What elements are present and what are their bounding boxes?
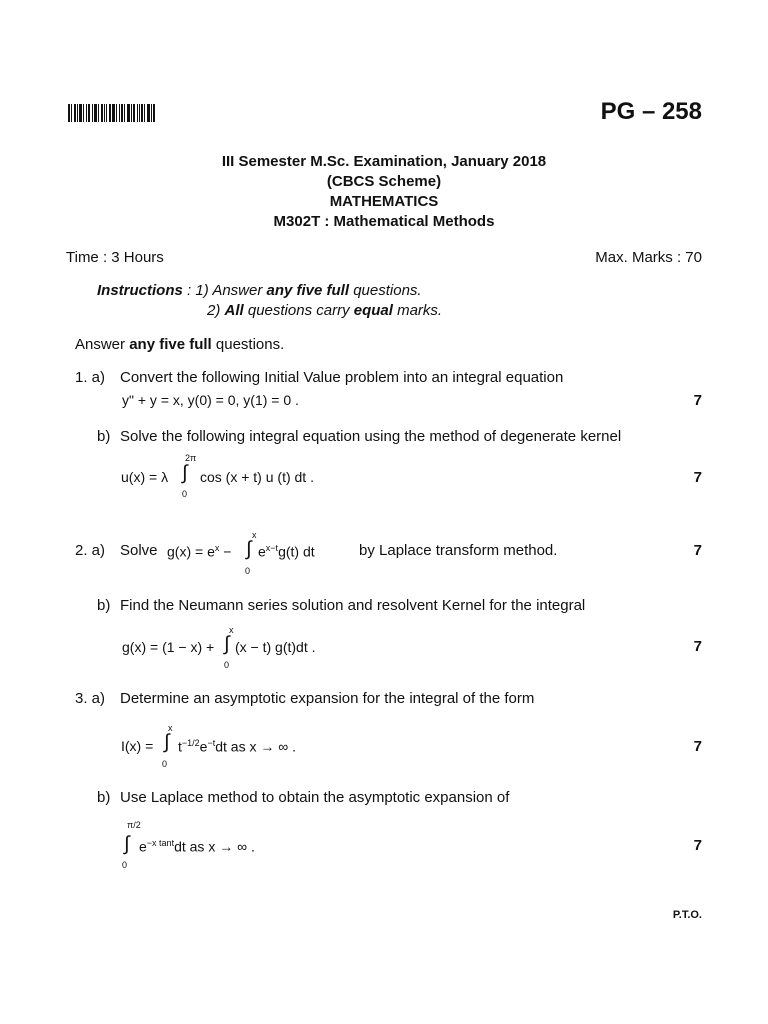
q1b-lower-limit: 0 xyxy=(182,489,188,499)
q2a-marks: 7 xyxy=(693,542,702,559)
max-marks: Max. Marks : 70 xyxy=(595,249,702,266)
q3b-upper-limit: π/2 xyxy=(127,820,141,830)
q1b-integral-sign: ∫ xyxy=(182,462,188,484)
q2a-solve: Solve xyxy=(120,542,158,559)
barcode xyxy=(68,104,168,122)
scheme: (CBCS Scheme) xyxy=(326,173,442,190)
instructions-line-2: 2) All questions carry equal marks. xyxy=(207,302,443,319)
q1a-number: 1. a) xyxy=(75,369,106,386)
q2b-equation-left: g(x) = (1 − x) + xyxy=(122,639,215,655)
subject: MATHEMATICS xyxy=(329,193,439,210)
q2b-text: Find the Neumann series solution and resolvent Kernel for the integral xyxy=(120,597,586,614)
q1a-text: Convert the following Initial Value problem into an integral equation xyxy=(120,369,564,386)
instructions-line-1: Instructions : 1) Answer any five full questions. xyxy=(97,282,422,299)
q2b-integral-sign: ∫ xyxy=(224,633,230,655)
q2b-equation-right: (x − t) g(t)dt . xyxy=(235,639,316,655)
q2b-marks: 7 xyxy=(693,638,702,655)
q1b-upper-limit: 2π xyxy=(185,453,197,463)
exam-title: III Semester M.Sc. Examination, January 2018 xyxy=(221,153,547,170)
paper-title: M302T : Mathematical Methods xyxy=(273,213,495,230)
q3a-number: 3. a) xyxy=(75,690,106,707)
q1b-equation-left: u(x) = λ xyxy=(121,469,169,485)
paper-code: PG – 258 xyxy=(600,98,702,125)
q3b-number: b) xyxy=(97,789,111,806)
answer-line: Answer any five full questions. xyxy=(75,336,285,353)
q1b-number: b) xyxy=(97,428,111,445)
q3a-integral-sign: ∫ xyxy=(164,731,170,753)
q2a-lower-limit: 0 xyxy=(245,566,251,576)
instructions-label: Instructions xyxy=(97,282,183,299)
q3a-lower-limit: 0 xyxy=(162,759,168,769)
q2a-integrand: $e^{x-t}g(t)$ dt xyxy=(258,543,315,560)
pto: P.T.O. xyxy=(672,909,702,921)
q3a-integrand: $t^{-1/2}e^{-t}dt$ as x → ∞ . xyxy=(178,738,297,755)
q1b-equation-right: cos (x + t) u (t) dt . xyxy=(200,469,314,485)
q1a-marks: 7 xyxy=(693,392,702,409)
q3a-equation-left: I(x) = xyxy=(121,738,154,754)
q3b-lower-limit: 0 xyxy=(122,860,128,870)
q2b-number: b) xyxy=(97,597,111,614)
q1b-text: Solve the following integral equation using the method of degenerate kernel xyxy=(120,428,622,445)
q3b-integrand: $e^{-x tant}dt$ as x → ∞ . xyxy=(139,838,255,855)
q3b-integral-sign: ∫ xyxy=(124,833,130,855)
q3a-upper-limit: x xyxy=(168,723,173,733)
q2a-text: by Laplace transform method. xyxy=(359,542,558,559)
q2b-lower-limit: 0 xyxy=(224,660,230,670)
q2a-upper-limit: x xyxy=(252,530,257,540)
q1b-marks: 7 xyxy=(693,469,702,486)
q3a-text: Determine an asymptotic expansion for the integral of the form xyxy=(120,690,535,707)
time: Time : 3 Hours xyxy=(66,249,164,266)
q3a-marks: 7 xyxy=(693,738,702,755)
q2a-equation: $g(x) = e^x$ − xyxy=(167,543,232,560)
q2b-upper-limit: x xyxy=(229,625,234,635)
q3b-text: Use Laplace method to obtain the asymptotic expansion of xyxy=(120,789,510,806)
q2a-number: 2. a) xyxy=(75,542,106,559)
q3b-marks: 7 xyxy=(693,837,702,854)
q2a-integral-sign: ∫ xyxy=(246,538,252,560)
q1a-equation: y" + y = x, y(0) = 0, y(1) = 0 . xyxy=(122,392,299,408)
